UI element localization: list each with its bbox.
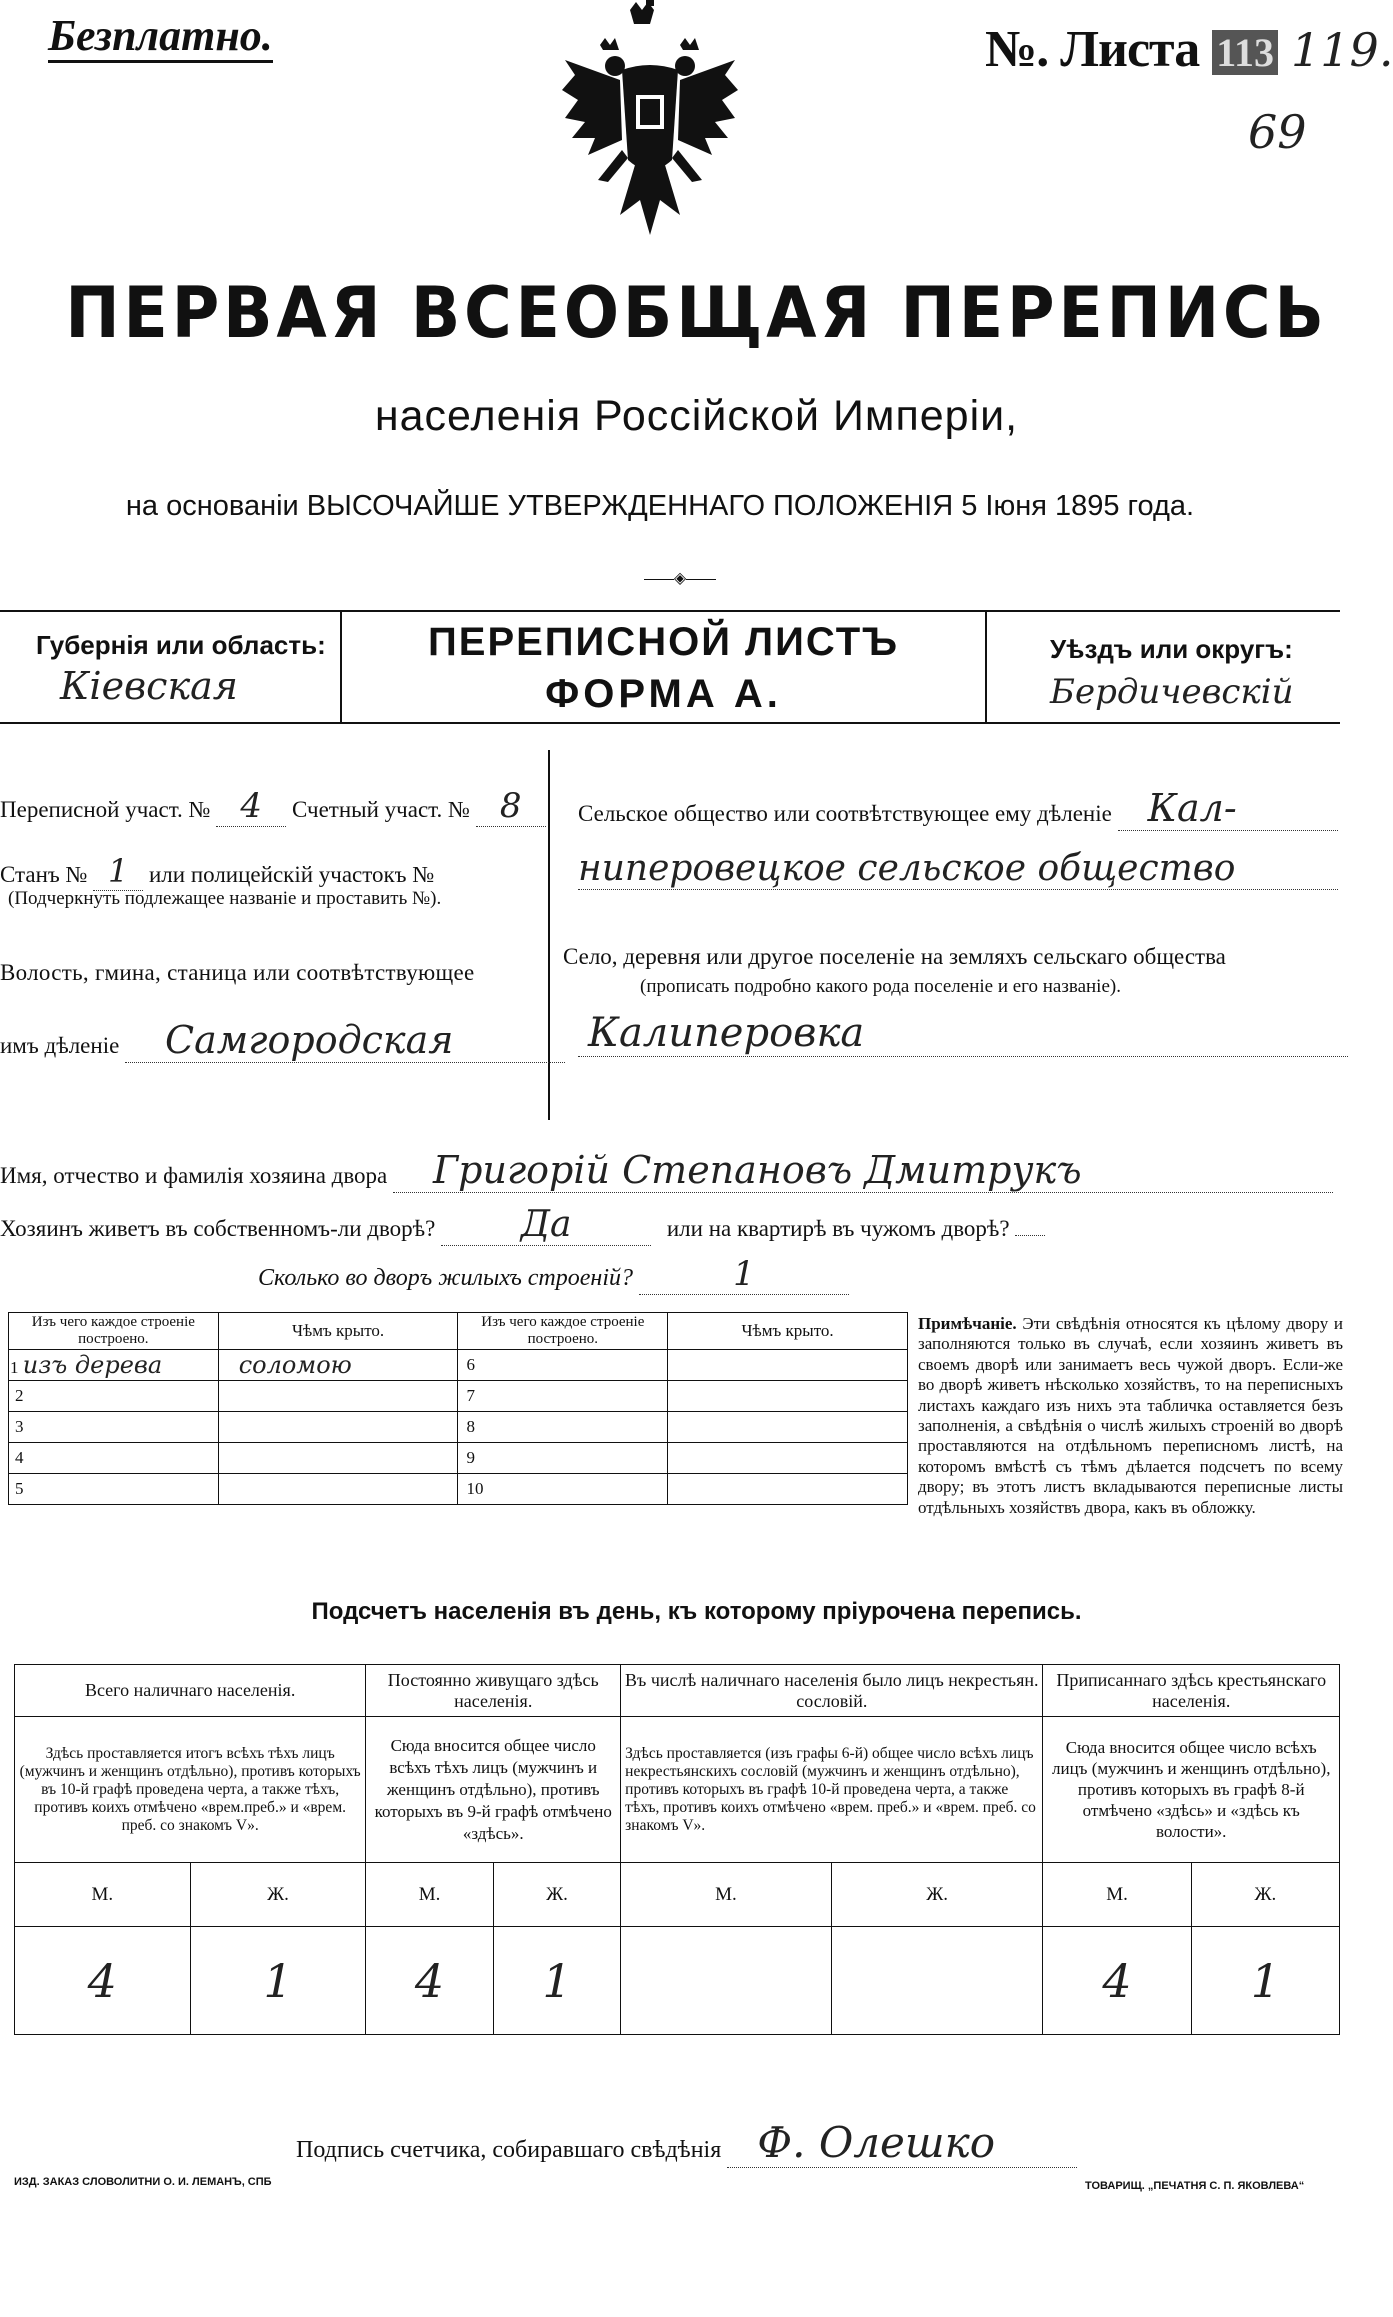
pop-col-2-header: Постоянно живущаго здѣсь населенія. <box>366 1665 621 1717</box>
nonpeasant-female-value <box>831 1927 1043 2035</box>
female-label: Ж. <box>190 1863 366 1927</box>
district-label: Уѣздъ или округъ: <box>1050 634 1293 664</box>
society-value-2: ниперовецкое сельское общество <box>578 848 1338 890</box>
female-label: Ж. <box>1191 1863 1339 1927</box>
col-roof-1: Чѣмъ крыто. <box>218 1313 458 1350</box>
pop-col-4-desc: Сюда вносится общее число всѣхъ лицъ (мужчинъ и женщинъ отдѣльно), противъ которыхъ въ графѣ 8-й отмѣчено «здѣсь» и «здѣсь къ волости». <box>1043 1717 1340 1863</box>
form-name: ФОРМА А. <box>545 672 782 716</box>
district-value: Бердичевскій <box>1050 672 1294 712</box>
table-row: 1 изъ дерева соломою 6 <box>9 1350 908 1381</box>
col-material-1: Изъ чего каждое строеніе построено. <box>9 1313 219 1350</box>
note-block <box>918 1314 1343 1518</box>
buildings-count-value: 1 <box>639 1254 849 1295</box>
table-row: 2 7 <box>9 1381 908 1412</box>
male-label: М. <box>15 1863 191 1927</box>
village-label: Село, деревня или другое поселеніе на земляхъ сельскаго общества <box>563 944 1226 969</box>
buildings-table <box>8 1312 908 1505</box>
society-row-2 <box>578 848 1338 890</box>
signature-value: Ф. Олешко <box>727 2118 1077 2168</box>
sheet-crossed-number: 113 <box>1212 30 1278 75</box>
eagle-emblem-icon <box>560 0 740 245</box>
sheet-label: №. Листа <box>985 21 1200 78</box>
peasant-female-value: 1 <box>1191 1927 1339 2035</box>
table-row: 3 8 <box>9 1412 908 1443</box>
province-value: Кіевская <box>60 664 238 708</box>
free-label: Безплатно. <box>48 10 273 61</box>
society-row: Сельское общество или соотвѣтствующее ему дѣленіе Кал- <box>578 786 1338 831</box>
male-label: М. <box>1043 1863 1191 1927</box>
population-table <box>14 1664 1340 2035</box>
right-printer: ТОВАРИЩ. „ПЕЧАТНЯ С. П. ЯКОВЛЕВА“ <box>1085 2180 1305 2192</box>
owner-name-row: Имя, отчество и фамилія хозяина двора Григорій Степановъ Дмитрукъ <box>0 1148 1333 1193</box>
note-title: Примѣчаніе. <box>918 1314 1017 1333</box>
female-label: Ж. <box>493 1863 620 1927</box>
table-row: 4 9 <box>9 1443 908 1474</box>
table-row: 5 10 <box>9 1474 908 1505</box>
left-printer: ИЗД. ЗАКАЗ СЛОВОЛИТНИ О. И. ЛЕМАНЪ, СПБ <box>14 2176 272 2188</box>
total-female-value: 1 <box>190 1927 366 2035</box>
village-hint: (прописать подробно какого рода поселеніе и его названіе). <box>640 976 1121 997</box>
stan-row: Станъ № 1 или полицейскій участокъ № <box>0 852 435 890</box>
nonpeasant-male-value <box>621 1927 832 2035</box>
volost-value: Самгородская <box>125 1018 565 1063</box>
stan-value: 1 <box>93 852 143 891</box>
volost-label: Волость, гмина, станица или соотвѣтствующее <box>0 960 475 985</box>
owner-name-value: Григорій Степановъ Дмитрукъ <box>393 1148 1333 1193</box>
pop-col-1-desc: Здѣсь проставляется итогъ всѣхъ тѣхъ лицъ (мужчинъ и женщинъ отдѣльно), противъ которыхъ въ 10-й графѣ проведена черта, а также тѣхъ, противъ коихъ отмѣчено «врем.преб.» и «врем. преб. со знакомъ V». <box>15 1717 366 1863</box>
population-title: Подсчетъ населенія въ день, къ которому пріурочена перепись. <box>311 1598 1082 1625</box>
col-material-2: Изъ чего каждое строеніе построено. <box>458 1313 668 1350</box>
census-section-row: Переписной участ. № 4 Счетный участ. № 8 <box>0 786 546 827</box>
province-label: Губернія или область: <box>36 630 326 660</box>
permanent-male-value: 4 <box>366 1927 493 2035</box>
owner-yard-row: Хозяинъ живетъ въ собственномъ-ли дворѣ? Да или на квартирѣ въ чужомъ дворѣ? <box>0 1204 1045 1246</box>
sheet-number-block <box>985 20 1393 79</box>
pop-col-1-header: Всего наличнаго населенія. <box>15 1665 366 1717</box>
col-roof-2: Чѣмъ крыто. <box>668 1313 908 1350</box>
permanent-female-value: 1 <box>493 1927 620 2035</box>
total-male-value: 4 <box>15 1927 191 2035</box>
pop-col-4-header: Приписаннаго здѣсь крестьянскаго населенія. <box>1043 1665 1340 1717</box>
sheet-number-handwritten: 119. <box>1291 23 1393 77</box>
buildings-count-row: Сколько во дворъ жилыхъ строеній? 1 <box>258 1254 849 1295</box>
society-value-1: Кал- <box>1118 786 1338 831</box>
pop-col-3-desc: Здѣсь проставляется (изъ графы 6-й) общее число всѣхъ лицъ некрестьянскихъ сословій (мужчинъ и женщинъ отдѣльно), противъ которыхъ въ графѣ 10-й проведена черта, а также тѣхъ, противъ коихъ отмѣчено «врем. преб.» и «врем. преб. со знакомъ V». <box>621 1717 1043 1863</box>
male-label: М. <box>621 1863 832 1927</box>
own-yard-value: Да <box>441 1204 651 1246</box>
sheet-title: ПЕРЕПИСНОЙ ЛИСТЪ <box>428 620 899 664</box>
volost-row: имъ дѣленіе Самгородская <box>0 1018 565 1063</box>
peasant-male-value: 4 <box>1043 1927 1191 2035</box>
corner-number: 69 <box>1248 105 1307 159</box>
village-value: Калиперовка <box>578 1010 1348 1057</box>
ornament-divider: ◈ <box>620 568 740 582</box>
stan-hint: (Подчеркнуть подлежащее названіе и проставить №). <box>8 888 442 909</box>
census-section-value: 4 <box>216 786 286 827</box>
main-title: ПЕРВАЯ ВСЕОБЩАЯ ПЕРЕПИСЬ <box>65 272 1328 354</box>
village-row <box>578 1010 1348 1057</box>
basis-line: на основаніи ВЫСОЧАЙШЕ УТВЕРЖДЕННАГО ПОЛОЖЕНІЯ 5 Іюня 1895 года. <box>125 490 1195 522</box>
note-text: Эти свѣдѣнія относятся къ цѣлому двору и заполняются только въ случаѣ, если хозяинъ живетъ въ своемъ дворѣ или занимаетъ весь чужой дворъ. Если-же во дворѣ живетъ нѣсколько хозяйствъ, то на переписныхъ листахъ каждаго изъ нихъ эта табличка оставляется безъ заполненія, а свѣдѣнія о числѣ жилыхъ строеній во дворѣ проставляются на отдѣльномъ переписномъ листѣ, на которомъ вмѣстѣ съ тѣмъ дѣлается подсчетъ по всему двору; въ этотъ листъ вкладываются переписные листы отдѣльныхъ хозяйствъ двора, какъ въ обложку. <box>918 1314 1344 1517</box>
subtitle: населенія Россійской Имперіи, <box>374 392 1019 440</box>
signature-row: Подпись счетчика, собиравшаго свѣдѣнія Ф. Олешко <box>296 2118 1077 2168</box>
male-label: М. <box>366 1863 493 1927</box>
pop-col-2-desc: Сюда вносится общее число всѣхъ тѣхъ лицъ (мужчинъ и женщинъ отдѣльно), противъ которыхъ въ 9-й графѣ отмѣчено «здѣсь». <box>366 1717 621 1863</box>
count-section-value: 8 <box>476 786 546 827</box>
female-label: Ж. <box>831 1863 1043 1927</box>
pop-col-3-header: Въ числѣ наличнаго населенія было лицъ некрестьян. сословій. <box>621 1665 1043 1717</box>
